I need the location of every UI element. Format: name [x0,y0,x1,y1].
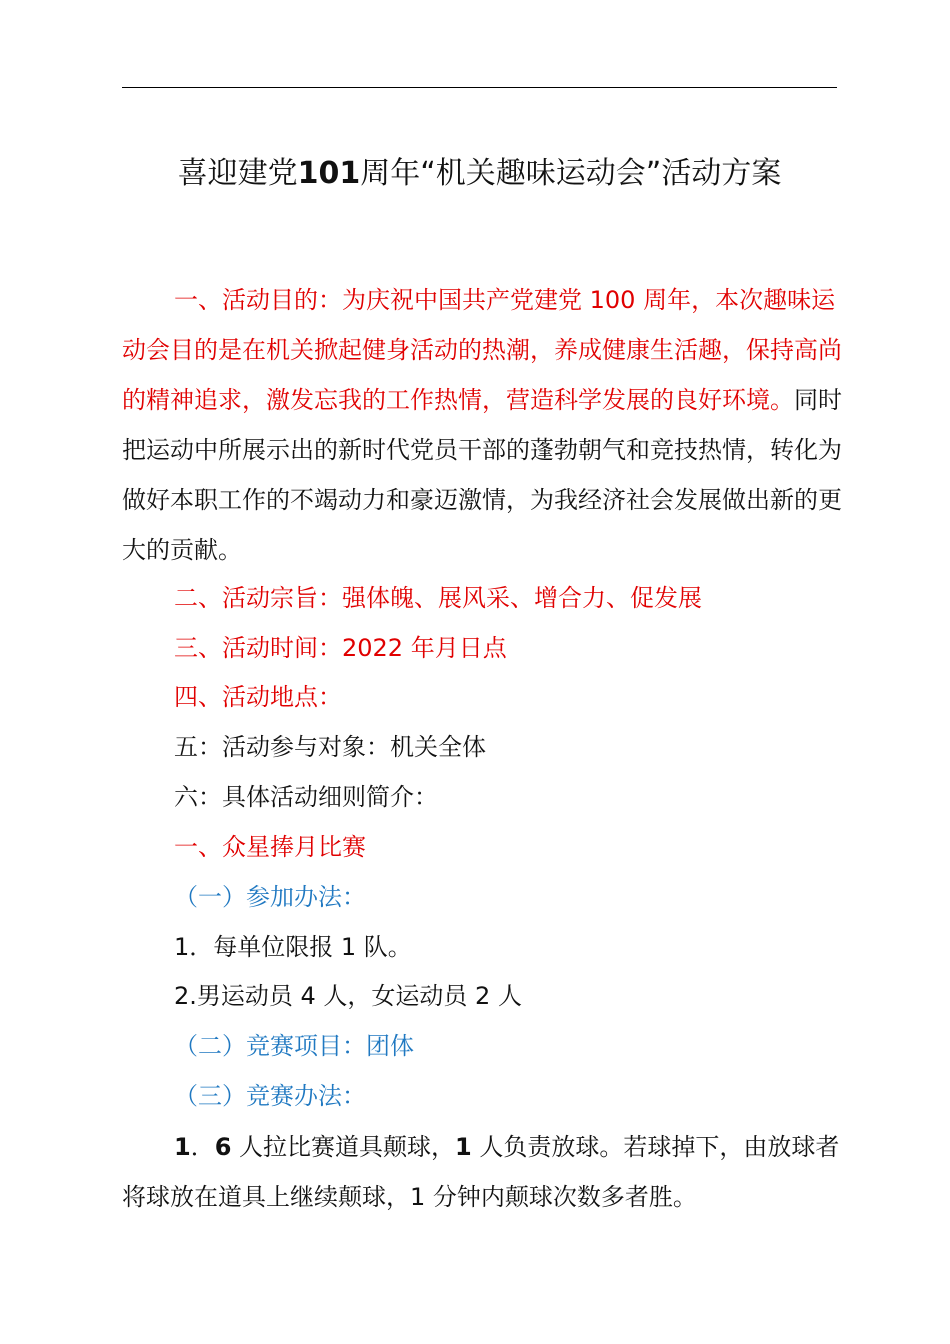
section-purpose-red: 一、活动目的：为庆祝中国共产党建党 100 周年，本次趣味运动会目的是在机关掀起健身活动的热潮，养成健康生活趣，保持高尚的精神追求，激发忘我的工作热情，营造科学发展的良好环境。 [122,286,842,414]
section-purpose-black: 同时把运动中所展示出的新时代党员干部的蓬勃朝气和竞技热情，转化为做好本职工作的不竭动力和豪迈激情，为我经济社会发展做出新的更大的贡献。 [122,386,842,564]
title-suffix: 周年“机关趣味运动会”活动方案 [360,156,782,191]
section-participants: 五：活动参与对象：机关全体 [174,733,486,761]
event1-heading: 一、众星捧月比赛 [174,833,366,861]
title-number: 101 [297,156,361,191]
section-location: 四、活动地点： [174,683,342,711]
sub3-sep: ． [190,1133,215,1161]
page-title [122,150,837,198]
sub1-item2: 2.男运动员 4 人，女运动员 2 人 [174,982,522,1010]
sub3-num2: 6 [214,1133,232,1161]
sub2-heading: （二）竞赛项目：团体 [174,1032,414,1060]
sub1-heading: （一）参加办法： [174,883,366,911]
sub3-text1: 人拉比赛道具颠球， [231,1133,456,1161]
section-time: 三、活动时间：2022 年月日点 [174,634,507,662]
header-rule [122,87,837,88]
section-aim: 二、活动宗旨：强体魄、展风采、增合力、促发展 [174,584,702,612]
sub3-num1: 1 [174,1133,191,1161]
title-prefix: 喜迎建党 [177,156,298,191]
sub3-text2: 人负责放球。若球掉下，由放球者将球放在道具上继续颠球，1 分钟内颠球次数多者胜。 [122,1133,840,1211]
sub3-heading: （三）竞赛办法： [174,1082,366,1110]
section-purpose [122,275,842,575]
section-details: 六：具体活动细则简介： [174,783,438,811]
sub1-item1: 1．每单位限报 1 队。 [174,933,412,961]
sub3-item1 [122,1122,842,1222]
sub3-num3: 1 [455,1133,472,1161]
